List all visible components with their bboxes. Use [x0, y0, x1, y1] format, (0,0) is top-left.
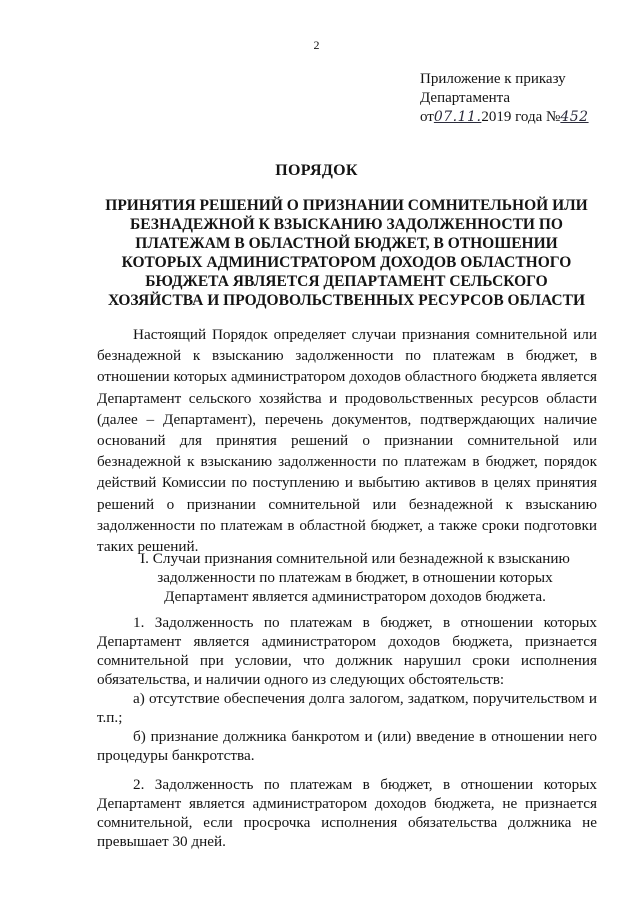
- document-title: ПОРЯДОК: [275, 162, 358, 179]
- document-subtitle: ПРИНЯТИЯ РЕШЕНИЙ О ПРИЗНАНИИ СОМНИТЕЛЬНОЙ ИЛИ БЕЗНАДЕЖНОЙ К ВЗЫСКАНИЮ ЗАДОЛЖЕННОСТИ ПО ПЛАТЕЖАМ В ОБЛАСТНОЙ БЮДЖЕТ, В ОТНОШЕНИИ КОТОРЫХ АДМИНИСТРАТОРОМ ДОХОДОВ ОБЛАСТНОГО БЮДЖЕТА ЯВЛЯЕТСЯ ДЕПАРТАМЕНТ СЕЛЬСКОГО ХОЗЯЙСТВА И ПРОДОВОЛЬСТВЕННЫХ РЕСУРСОВ ОБЛАСТИ: [105, 197, 588, 309]
- intro-paragraph: Настоящий Порядок определяет случаи признания сомнительной или безнадежной к взысканию задолженности по платежам в бюджет, в отношении которых администратором доходов областного бюджета является Департамент сельского хозяйства и продовольственных ресурсов области (далее – Департамент), перечень документов, подтверждающих наличие оснований для принятия решений о признании сомнительной или безнадежной к взысканию задолженности по платежам в бюджет, порядок действий Комиссии по поступлению и выбытию активов в целях принятия решений о признании сомнительной или безнадежной к взысканию задолженности по платежам в областной бюджет, а также сроки подготовки таких решений.: [97, 326, 597, 556]
- appendix-line-1: Приложение к приказу: [420, 71, 566, 87]
- paragraph-1a: а) отсутствие обеспечения долга залогом, задатком, поручительством и т.п.;: [97, 690, 597, 726]
- paragraph-1b: б) признание должника банкротом и (или) введение в отношении него процедуры банкротства.: [97, 728, 597, 764]
- paragraph-2: 2. Задолженность по платежам в бюджет, в отношении которых Департамент является администратором доходов бюджета, не признается сомнительной, если просрочка исполнения обязательства должника не превышает 30 дней.: [97, 776, 597, 850]
- section-1-heading: I. Случаи признания сомнительной или безнадежной к взысканию задолженности по платежам в бюджет, в отношении которых Департамент является администратором доходов бюджета.: [140, 550, 570, 605]
- handwritten-date: 07.11.: [433, 109, 482, 125]
- appendix-year-text: 2019 года №: [481, 109, 561, 125]
- handwritten-order-number: 452: [560, 109, 589, 125]
- appendix-line-2: Департамента: [420, 90, 511, 106]
- appendix-block: [420, 70, 620, 127]
- page-number: 2: [313, 38, 320, 52]
- appendix-date-prefix: от: [420, 109, 434, 125]
- appendix-line-3: [420, 108, 620, 127]
- paragraph-1: 1. Задолженность по платежам в бюджет, в отношении которых Департамент является администратором доходов бюджета, признается сомнительной при условии, что должник нарушил сроки исполнения обязательства, и наличии одного из следующих обстоятельств:: [97, 614, 597, 688]
